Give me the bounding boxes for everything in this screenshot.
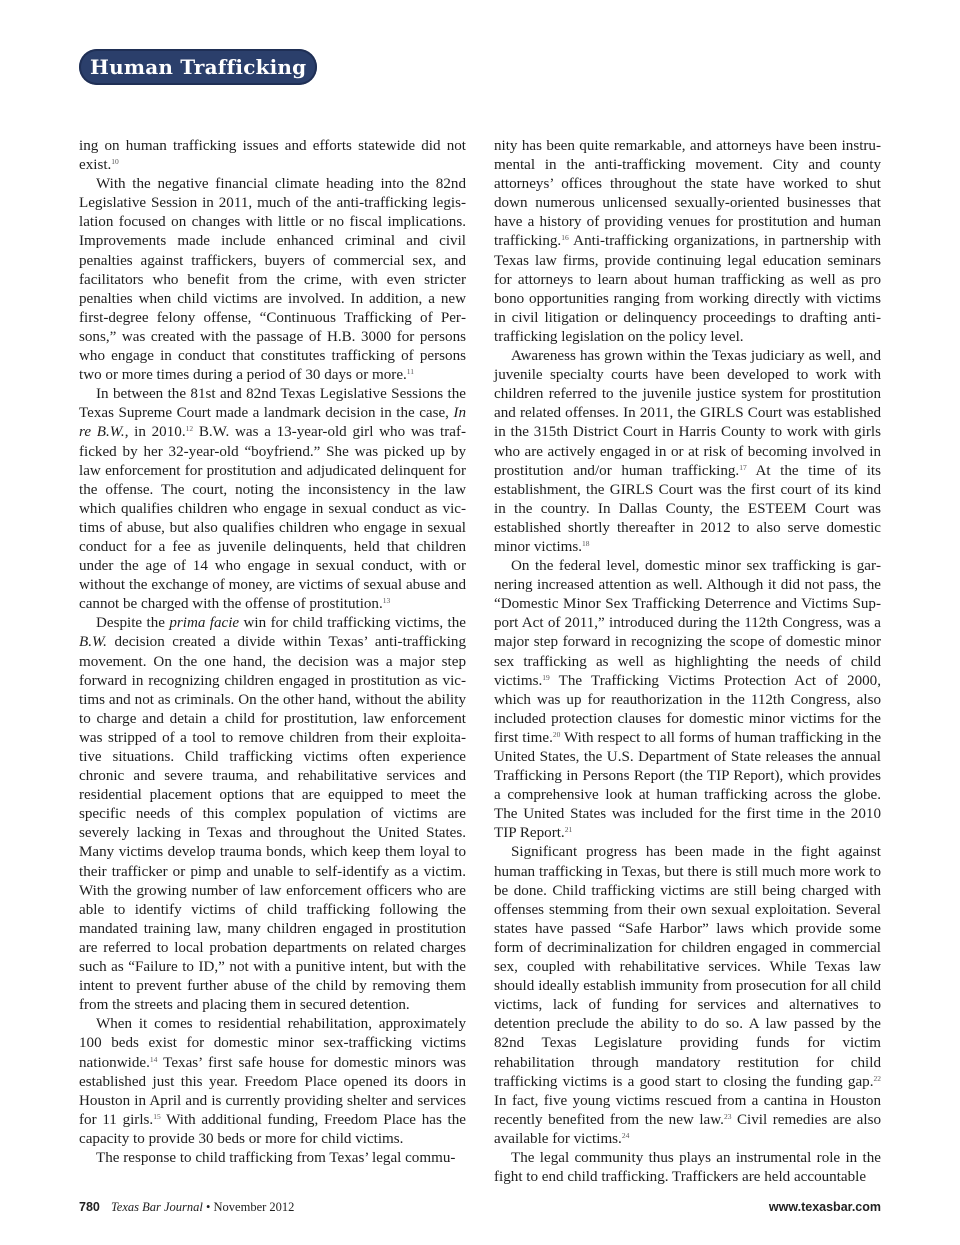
- paragraph: ing on human trafficking issues and efforts statewide did not exist.$^{10}$: [79, 138, 466, 174]
- footnote-ref: 22: [873, 1073, 881, 1083]
- footnote-ref: 10: [111, 157, 119, 167]
- page-footer: [79, 1200, 881, 1220]
- paragraph: nity has been quite remarkable, and attorneys have been instrumental in the anti-trafficking movement. City and county attorneys’ offices throughout the state have worked to shut down numerous unlicensed sexually-oriented businesses that have a history of providing venues for prostitution and human trafficking.$^{16}$ Anti-trafficking organizations, in partnership with Texas law firms, provide continuing legal education seminars for attorneys to learn about human trafficking as well as pro bono opportunities ranging from working directly with victims in civil litigation or delinquency proceedings to drafting anti-trafficking legislation on the policy level.: [494, 138, 881, 345]
- issue-date: November 2012: [213, 1200, 295, 1214]
- footnote-ref: 19: [542, 672, 550, 682]
- footnote-ref: 15: [153, 1111, 161, 1121]
- footnote-ref: 23: [723, 1111, 732, 1121]
- case-name: In re B.W.: [79, 405, 466, 441]
- article-column-right: [494, 137, 881, 1187]
- paragraph: In between the 81st and 82nd Texas Legislative Sessions the Texas Supreme Court made a landmark decision in the case, In re B.W., in 2010.12 B.W. was a 13-year-old girl who was trafficked by her 32-year-old “boyfriend.” She was picked up by law enforcement for prostitution and adjudicated delinquent for the offense. The court, noting the inconsistency in the law which qualifies children who engage in sexual conduct as victims of abuse, but also qualifies children who engage in sexual conduct for a fee as juvenile delinquents, held that children under the age of 14 who engage in sexual conduct, with or without the exchange of money, are victims of sexual abuse and cannot be charged with the offense of prostitution.$^{13}$: [79, 386, 466, 613]
- paragraph: Awareness has grown within the Texas judiciary as well, and juvenile specialty courts have been developed to work with children referred to the juvenile justice system for prostitution and related offenses. In 2011, the GIRLS Court was established in the 315th District Court in Harris County to work with girls who are actively engaged in or at risk of becoming involved in prostitution and/or human trafficking.$^{17}$ At the time of its establishment, the GIRLS Court was the first court of its kind in the country. In Dallas County, the ESTEEM Court was established shortly thereafter in 2012 to also serve domestic minor victims.$^{18}$: [494, 348, 881, 555]
- footer-separator: •: [206, 1200, 211, 1214]
- footnote-ref: 13: [382, 596, 391, 606]
- paragraph: With the negative financial climate heading into the 82nd Legislative Session in 2011, much of the anti-trafficking legislation focused on changes with little or no fiscal implications. Improvements made include enhanced criminal and civil penalties against traffickers, buyers of commercial sex, and facilitators who benefit from the crime, with even stricter penalties when child victims are involved. In addition, a new first-degree felony offense, “Continuous Trafficking of Persons,” was created with the passage of H.B. 3000 for persons who engage in conduct that constitutes trafficking of persons two or more times during a period of 30 days or more.$^{11}$: [79, 176, 466, 384]
- section-header: Human Trafficking: [79, 49, 317, 85]
- journal-name: Texas Bar Journal: [110, 1200, 203, 1214]
- article-column-left: [79, 137, 466, 1168]
- footnote-ref: 18: [582, 538, 590, 548]
- footnote-ref: 17: [739, 462, 747, 472]
- footnote-ref: 20: [552, 729, 561, 739]
- paragraph: Significant progress has been made in the fight against human trafficking in Texas, but there is still much more work to be done. Child trafficking victims are still being charged with offenses stemming from their own sexual exploitation. Several states have passed “Safe Harbor” laws which provide some form of decriminalization for children engaged in commercial sex, coupled with rehabilitative services. While Texas law should ideally establish immunity from prosecution for all child victims, lack of funding for services and alternatives to detention preclude the ability to do so. A law passed by the 82nd Texas Legislature providing funds for victim rehabilitation through mandatory restitution for child trafficking victims is a good start to closing the funding gap.$^{22}$ In fact, five young victims rescued from a cantina in Houston recently benefited from the new law.$^{23}$ Civil remedies are also available for victims.$^{24}$: [494, 844, 882, 1147]
- footnote-ref: 11: [406, 367, 415, 377]
- paragraph: The response to child trafficking from Texas’ legal commu-: [96, 1149, 456, 1166]
- footnote-ref: 14: [149, 1054, 158, 1064]
- footnote-ref: 24: [621, 1130, 630, 1140]
- footnote-ref: 12: [185, 424, 194, 434]
- paragraph: The legal community thus plays an instrumental role in the fight to end child trafficking. Traffickers are held accountable: [494, 1149, 881, 1186]
- paragraph: Despite the prima facie win for child trafficking victims, the B.W. decision created a divide within Texas’ anti-trafficking movement. On the one hand, the decision was a major step forward in recognizing children engaged in prostitution as victims and not as criminals. On the other hand, without the ability to charge and detain a child for prostitution, law enforcement was stripped of a tool to remove children from their exploitative situations. Child trafficking victims often experience chronic and severe trauma, and rehabilitative services and residential placement options that are equipped to meet the specific needs of this complex population of victims are severely lacking in Texas and throughout the United States. Many victims develop trauma bonds, which keep them loyal to their trafficker or pimp and unable to self-identify as a victim. With the growing number of law enforcement officers who are able to identify victims of child trafficking following the mandated training law, many children engaged in prostitution are referred to local probation departments on related charges such as “Failure to ID,” not with a punitive intent, but with the intent to prevent further abuse of the child by removing them from the streets and placing them in secured detention.: [79, 615, 467, 1014]
- paragraph: On the federal level, domestic minor sex trafficking is garnering increased attention as well. Although it did not pass, the “Domestic Minor Sex Trafficking Deterrence and Victims Support Act of 2011,” introduced during the 112th Congress, was a major step forward in recognizing the scope of domestic minor sex trafficking as well as highlighting the needs of child victims.$^{19}$ The Trafficking Victims Protection Act of 2000, which was up for reauthorization in the 112th Congress, also included protection clauses for domestic minor victims for the first time.$^{20}$ With respect to all forms of human trafficking in the United States, the U.S. Department of State releases the annual Trafficking in Persons Report (the TIP Report), which provides a comprehensive look at human trafficking across the globe. The United States was included for the first time in the 2010 TIP Report.$^{21}$: [494, 558, 882, 842]
- footnote-ref: 21: [564, 825, 573, 835]
- paragraph: When it comes to residential rehabilitation, approximately 100 beds exist for domestic minor sex-trafficking victims nationwide.$^{14}$ Texas’ first safe house for domestic minors was established just this year. Freedom Place opened its doors in Houston in April and is currently providing shelter and services for 11 girls.$^{15}$ With additional funding, Freedom Place has the capacity to provide 30 beds or more for child victims.: [79, 1016, 466, 1147]
- page-number: 780: [79, 1200, 100, 1214]
- website-link[interactable]: www.texasbar.com: [768, 1200, 881, 1214]
- footnote-ref: 16: [561, 233, 569, 243]
